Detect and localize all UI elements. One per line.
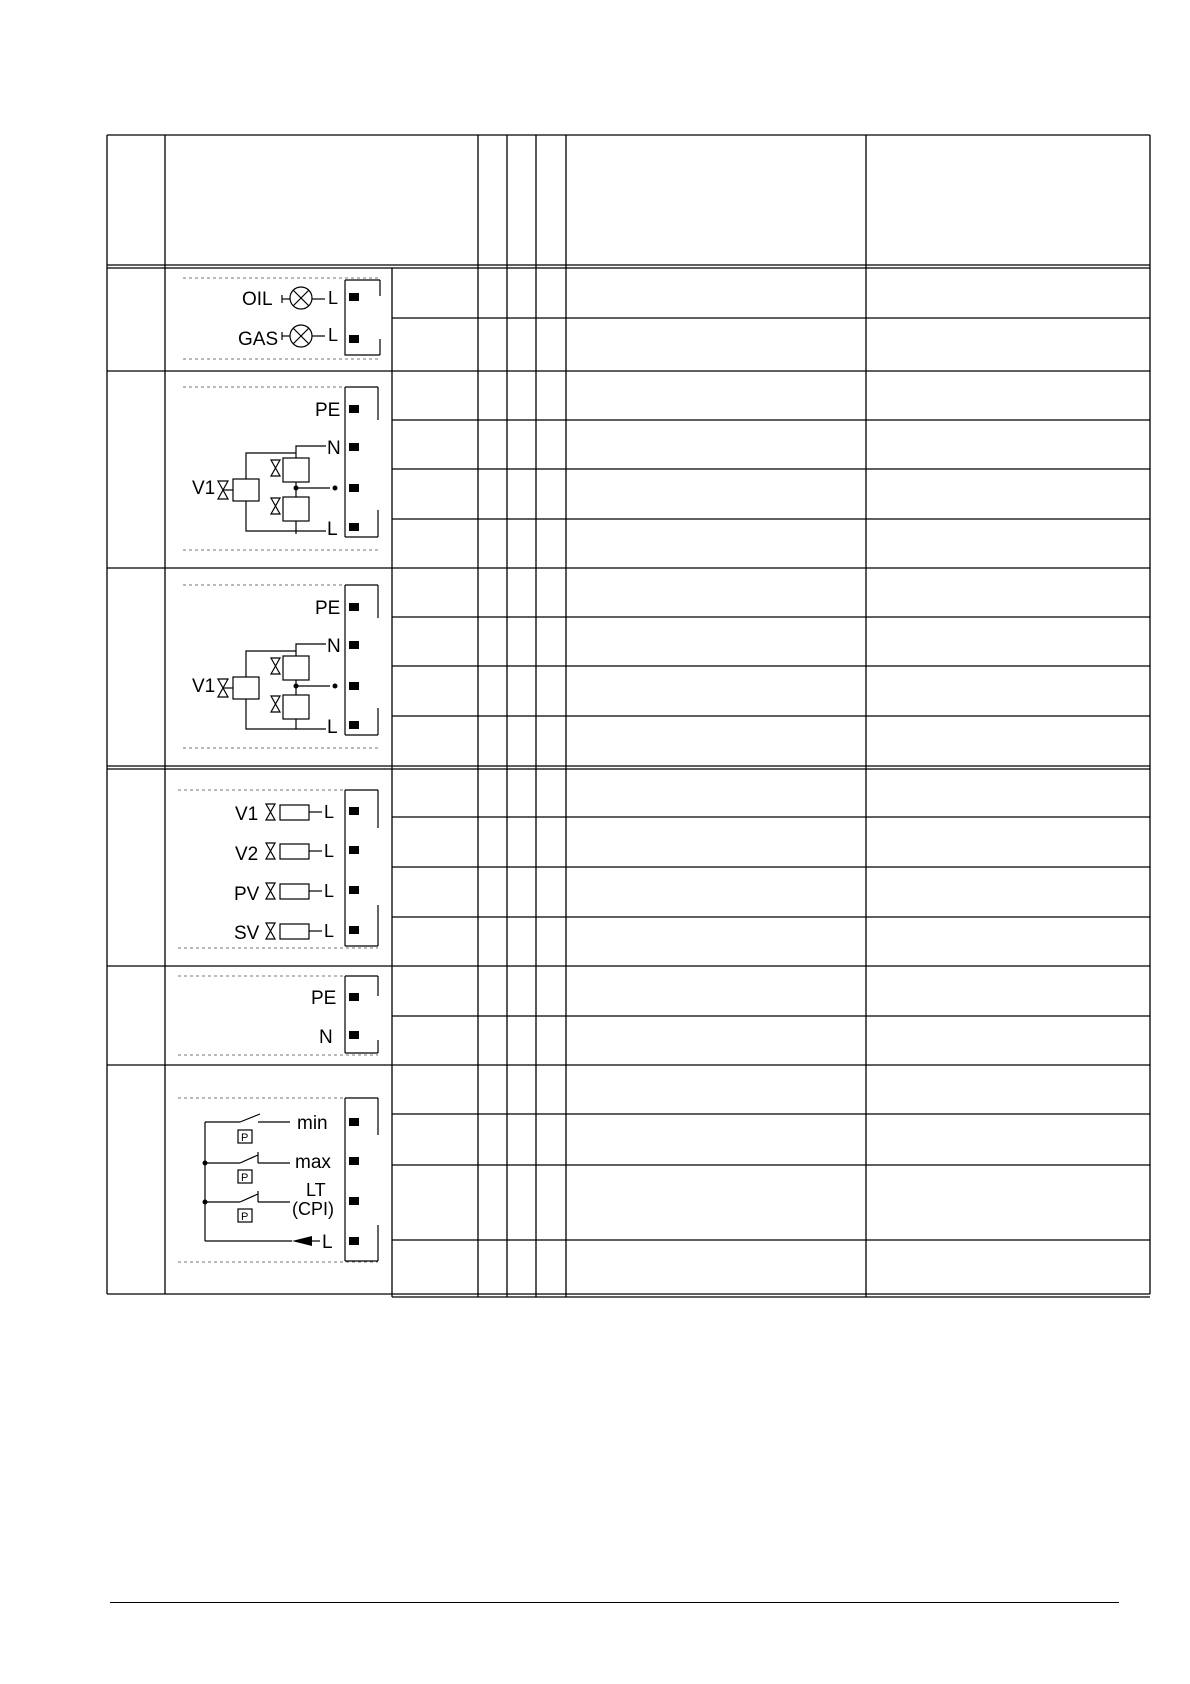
oil-label: OIL <box>242 289 273 310</box>
terminal-block-icon <box>349 1118 359 1126</box>
n-label: N <box>327 438 341 459</box>
pv-line-label: L <box>324 881 335 901</box>
min-label: min <box>297 1113 328 1134</box>
pressure-switch-icon <box>238 1170 252 1184</box>
terminal-block-icon <box>349 405 359 413</box>
terminal-block-icon <box>349 1237 359 1245</box>
v1-line-label: L <box>324 802 335 822</box>
valve-block-b-diagram <box>183 585 378 748</box>
lamp-icon <box>290 325 312 347</box>
supply-diagram <box>178 976 378 1055</box>
terminal-block-icon <box>349 484 359 492</box>
valve-icon <box>266 923 309 939</box>
sv-line-label: L <box>324 921 335 941</box>
pe-label: PE <box>315 598 341 619</box>
pe-label: PE <box>315 400 341 421</box>
oil-line-label: L <box>328 288 339 308</box>
terminal-block-icon <box>349 721 359 729</box>
valve-icon <box>218 677 259 699</box>
lamp-diagram <box>183 278 380 359</box>
n-label: N <box>327 636 341 657</box>
sv-label: SV <box>234 923 260 944</box>
terminal-block-icon <box>349 1157 359 1165</box>
l-label: L <box>327 519 338 540</box>
valves-diagram <box>178 790 378 948</box>
valve-block-a-diagram <box>183 387 378 550</box>
terminal-block-icon <box>349 807 359 815</box>
terminal-block-icon <box>349 523 359 531</box>
pe-label: PE <box>311 988 337 1009</box>
switch-glyph: P <box>241 1172 249 1184</box>
valve-icon <box>266 843 309 859</box>
terminal-block-icon <box>349 993 359 1001</box>
v2-label: V2 <box>235 844 259 865</box>
pressure-switch-icon <box>238 1130 252 1144</box>
valve-icon <box>218 479 259 501</box>
terminal-block-icon <box>349 443 359 451</box>
l-label: L <box>327 717 338 738</box>
terminal-block-icon <box>349 335 359 343</box>
terminal-block-icon <box>349 886 359 894</box>
terminal-block-icon <box>349 293 359 301</box>
l-label: L <box>322 1232 333 1253</box>
valve-icon <box>271 695 309 719</box>
v1-label: V1 <box>192 478 216 499</box>
v2-line-label: L <box>324 841 335 861</box>
terminal-block-icon <box>349 603 359 611</box>
terminal-block-icon <box>349 1197 359 1205</box>
lt-label: LT <box>306 1180 326 1200</box>
pressure-switch-diagram <box>178 1098 378 1262</box>
cpi-label: (CPI) <box>292 1199 334 1219</box>
terminal-block-icon <box>349 846 359 854</box>
max-label: max <box>295 1152 331 1173</box>
footer-rule <box>110 1602 1119 1603</box>
valve-icon <box>271 458 309 482</box>
gas-line-label: L <box>328 325 339 345</box>
terminal-block-icon <box>349 682 359 690</box>
v1-label: V1 <box>235 804 259 825</box>
arrow-icon <box>292 1236 312 1246</box>
terminal-block-icon <box>349 1031 359 1039</box>
switch-glyph: P <box>241 1211 249 1223</box>
valve-icon <box>271 497 309 521</box>
valve-icon <box>271 656 309 680</box>
n-label: N <box>319 1027 333 1048</box>
valve-icon <box>266 804 309 820</box>
gas-label: GAS <box>238 329 279 350</box>
pressure-switch-icon <box>238 1209 252 1223</box>
switch-glyph: P <box>241 1132 249 1144</box>
terminal-block-icon <box>349 641 359 649</box>
v1-label: V1 <box>192 676 216 697</box>
pv-label: PV <box>234 884 260 905</box>
terminal-block-icon <box>349 926 359 934</box>
valve-icon <box>266 883 309 899</box>
lamp-icon <box>290 287 312 309</box>
